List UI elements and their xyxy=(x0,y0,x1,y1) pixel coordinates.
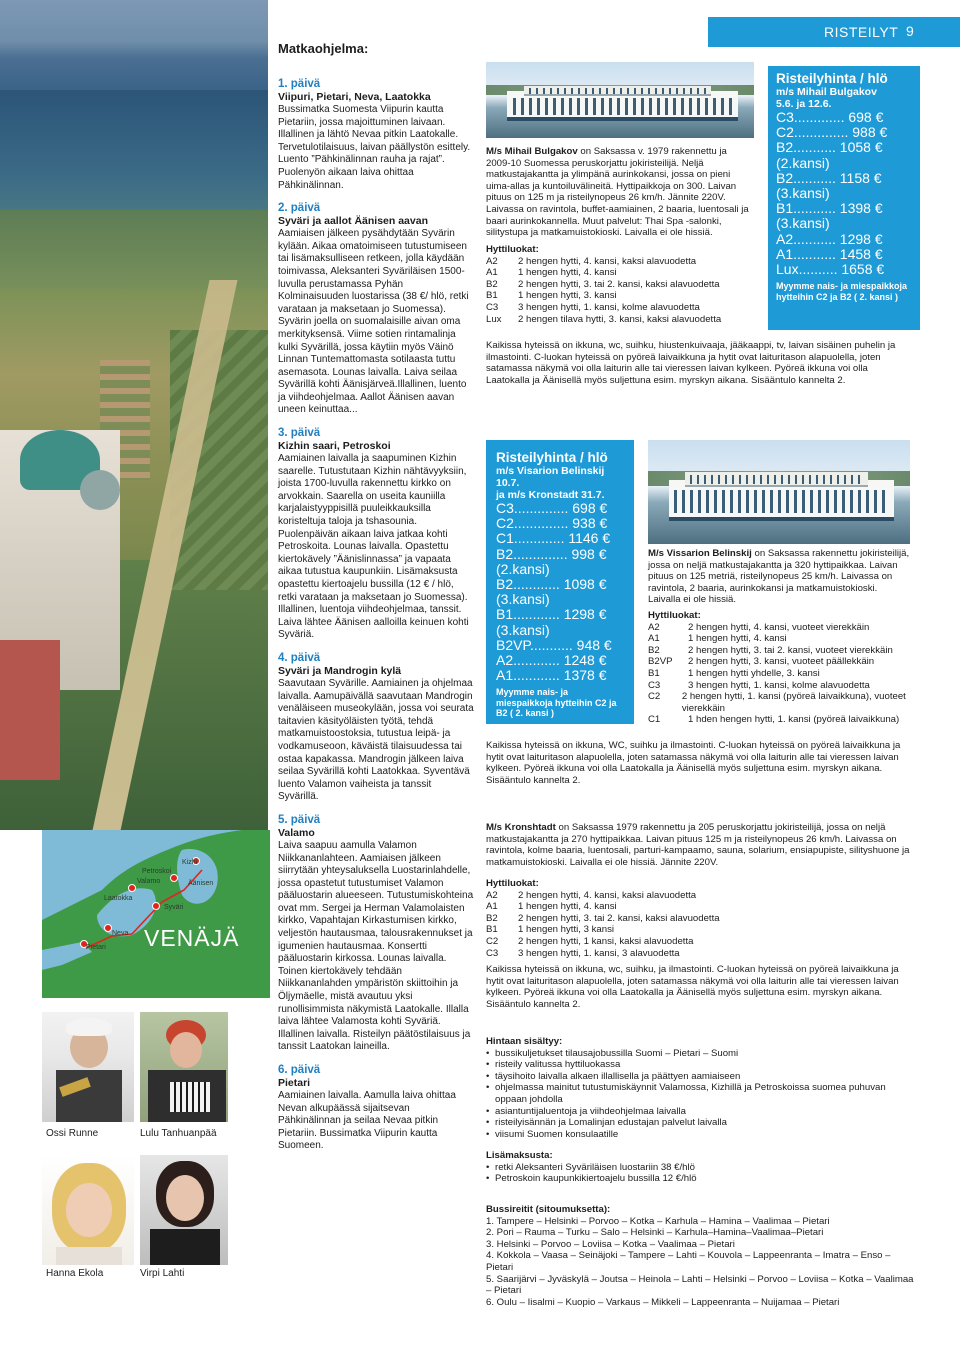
cabin-row xyxy=(486,256,754,268)
map-label-aanisen: Äänisen xyxy=(188,880,214,887)
cabin-code: C3 xyxy=(486,947,499,959)
bus-route: 4. Kokkola – Vaasa – Seinäjoki – Tampere – Lahti – Kouvola – Lappeenranta – Imatra – Enso – Pietari xyxy=(486,1250,891,1273)
bus-route: 2. Pori – Rauma – Turku – Salo – Helsinki – Karhula–Hamina–Vaalimaa–Pietari xyxy=(486,1227,824,1239)
day-4-subtitle: Syväri ja Mandrogin kylä xyxy=(278,664,402,677)
cabin-code: B2 xyxy=(486,278,498,290)
map-pin-syvari xyxy=(152,902,160,910)
price2-title: Risteilyhinta / hlö xyxy=(496,450,608,465)
map-pin-valamo xyxy=(128,884,136,892)
cabin-desc: 2 hengen hytti, 3. kansi, vuoteet päällekkäin xyxy=(688,656,875,668)
cabin-desc: 1 hengen hytti, 4. kansi xyxy=(518,267,617,279)
map-label-neva: Neva xyxy=(112,930,129,937)
cabin-desc: 2 hengen hytti, 1. kansi (pyöreä laivaikkuna), vuoteet vierekkäin xyxy=(681,691,906,714)
bus-route: 1. Tampere – Helsinki – Porvoo – Kotka – Karhula – Hamina – Vaalimaa – Pietari xyxy=(486,1215,830,1227)
cabin-row xyxy=(486,936,914,948)
portrait-lulu-tanhuanpaa xyxy=(140,1012,228,1122)
ship1-name: M/s Mihail Bulgakov xyxy=(486,146,578,157)
cabin-code: A2 xyxy=(486,889,498,901)
cabin-code: B1 xyxy=(648,667,660,679)
map-label-valamo: Valamo xyxy=(137,878,161,885)
included-item: • asiantuntijaluentoja ja viihdeohjelmaa laivalla xyxy=(486,1106,914,1118)
day-6-text: Aamiainen laivalla. Aamulla laiva ohittaa Nevan alkupäässä sijaitsevan Pähkinälinnan ja seilaa Nevaa pitkin Pietariin. Bussimatka Viipurin kautta Suomeen. xyxy=(278,1090,456,1152)
cabin-row xyxy=(486,890,914,902)
ship2-name: M/s Vissarion Belinskij xyxy=(648,548,752,559)
included-item: • viisumi Suomen konsulaatille xyxy=(486,1129,914,1141)
day-3-text: Aamiainen laivalla ja saapuminen Kizhin saarelle. Tutustutaan Kizhin nähtävyyksiin, joista 1700-luvulla rakennettu kirkko on arvokkain. Saarella on useita kauniilla karjalaistyyppisillä puuleikkauksilla koristeltuja taloja ja tshasounia. Puolenpäivän aikaan laiva jatkaa kohti Petroskoita. Lounas laivalla. Opastettu kiertokävely ”Äänislinnassa” ja vapaata aikaa tutustua kaupunkiin. Lisämaksusta opastettu kiertoajelu bussilla (12 € / hlö, retki varataan ja maksetaan jo Suomessa). Illallinen, luentoja viihdeohjelmaa, tanssit. Laiva lähtee Äänisen aalloilla keinuen kohti Syväriä. xyxy=(278,453,469,641)
day-3-subtitle: Kizhin saari, Petroskoi xyxy=(278,440,391,453)
cabin-code: C3 xyxy=(486,301,499,313)
bus-route: 6. Oulu – Iisalmi – Kuopio – Varkaus – Mikkeli – Lappeenranta – Nuijamaa – Pietari xyxy=(486,1296,840,1308)
price-row: B2VP........... 948 € xyxy=(496,636,612,653)
cabin-code: C2 xyxy=(648,691,661,703)
day-2-text: Aamiaisen jälkeen pysähdytään Syvärin kylään. Aikaa omatoimiseen tutustumiseen tai lisämaksulliseen retkeen, jolla käydään toimivassa, Aleksanteri Syväriläisen 1500-luvulla perustamassa Pyhän Kolminaisuuden luostarissa (38 €/ hlö, retki varataan ja maksetaan jo Suomessa). Syvärin joella on suomalaisille aivan oma merkityksensä. Viime sotien rintamalinja kulki Syvärillä, jossa käytiin myös Väinö Linnan Tuntemattomasta sotilaasta tuttu asemasota. Lounas laivalla. Laiva seilaa Syvärillä kohti Äänisjärveä.Illallinen, luento ja viihdeohjelmaa. Aallot Äänisen aavan uneen keinuttaa... xyxy=(278,228,469,416)
cabin-code: B1 xyxy=(486,924,498,936)
price-row: C3.............. 698 € xyxy=(496,500,608,516)
day-4-heading: 4. päivä xyxy=(278,651,321,664)
ship2-description xyxy=(648,548,910,606)
extra-item: • Petroskoin kaupunkikiertoajelu bussilla 12 €/hlö xyxy=(486,1173,914,1185)
portrait-hanna-ekola xyxy=(42,1155,134,1265)
page-number: 9 xyxy=(906,23,914,39)
price-row: B1........... 1398 € xyxy=(776,200,883,217)
section-title: RISTEILYT xyxy=(824,24,899,40)
day-5-heading: 5. päivä xyxy=(278,813,321,826)
cabin-desc: 2 hengen hytti, 1 kansi, kaksi alavuodetta xyxy=(518,935,694,947)
price1-ship: m/s Mihail Bulgakov xyxy=(776,86,877,98)
caption-hanna-ekola: Hanna Ekola xyxy=(46,1268,104,1279)
cabin-row xyxy=(648,668,910,680)
ship3-desc-text: on Saksassa 1979 rakennettu ja 205 peruskorjattu jokiristeilijä, jossa on neljä matkustajakantta ja 270 hyttipaikkaa. Laivan pituus 125 m ja risteilynopeus 26 km/h. Laivassa on ravintola, kolme baaria, luentosali, parturi-kampaamo, sauna, solarium, ensiapupiste, silityshuone ja matkamuistokioski. Laivalla ei ole hissiä. Jännite 220V. xyxy=(486,822,910,868)
price-row: (2.kansi) xyxy=(776,154,830,171)
ship-photo-mihail-bulgakov xyxy=(486,62,754,138)
cabin-desc: 2 hengen hytti, 4. kansi, vuoteet vierekkäin xyxy=(688,621,870,633)
ship2-footer: Kaikissa hyteissä on ikkuna, WC, suihku ja ilmastointi. C-luokan hyteissä on pyöreä laivaikkuna ja hytit ovat laituritason alapuolella, joten satamassa näkymä voi olla laiturin alle tai vieressen laivan kylkeen. Pyöreä ikkuna voi olla Laatokalla ja Äänisellä myös suljettuna esim. myrskyn aikana. Sisääntulo kannelta 2. xyxy=(486,740,901,786)
day-2-heading: 2. päivä xyxy=(278,202,321,215)
price-row: (2.kansi) xyxy=(496,560,550,577)
cabin-code: C2 xyxy=(486,935,499,947)
ship2-cabins-title: Hyttiluokat: xyxy=(648,610,701,621)
price1-title: Risteilyhinta / hlö xyxy=(776,71,888,86)
price-row: C1............. 1146 € xyxy=(496,530,611,547)
price2-ship: m/s Visarion Belinskij 10.7. xyxy=(496,465,605,489)
cabin-code: B1 xyxy=(486,290,498,302)
map-label-syvari: Syväri xyxy=(164,904,184,911)
cabin-row xyxy=(486,267,754,279)
ship2-cabins xyxy=(648,610,910,726)
price-row: Lux.......... 1658 € xyxy=(776,261,885,278)
map-label-petroskoi: Petroskoi xyxy=(142,868,172,875)
cabin-row xyxy=(486,901,914,913)
map-pin-neva xyxy=(104,924,112,932)
price2-dates: ja m/s Kronstadt 31.7. xyxy=(496,489,605,501)
cabin-code: B2 xyxy=(486,912,498,924)
cabin-code: A1 xyxy=(486,901,498,913)
included-section xyxy=(486,1036,914,1140)
cabin-desc: 2 hengen tilava hytti, 3. kansi, kaksi alavuodetta xyxy=(518,313,722,325)
cabin-desc: 2 hengen hytti, 3. tai 2. kansi, kaksi alavuodetta xyxy=(518,912,720,924)
day-1-heading: 1. päivä xyxy=(278,78,321,90)
aerial-monastery-photo xyxy=(0,0,268,830)
ship-photo-vissarion-belinskij xyxy=(648,440,910,544)
cabin-code: Lux xyxy=(486,313,502,325)
itinerary-title: Matkaohjelma: xyxy=(278,41,369,56)
cabin-desc: 1 hengen hytti yhdelle, 3. kansi xyxy=(688,667,820,679)
price-row: A1............ 1378 € xyxy=(496,667,607,684)
ship2-desc-text: on Saksassa rakennettu jokiristeilijä, jossa on neljä matkustajakantta ja 320 hyttipaikkaa. Laivan pituus on 125 metriä, risteilynopeus 25 km/h. Laivassa on ravintola, 2 baaria, aurinkokansi ja matkamuistokioski. Laivalla ei ole hissiä. xyxy=(648,548,910,606)
cabin-desc: 3 hengen hytti, 1. kansi, kolme alavuodetta xyxy=(688,679,870,691)
ship3-cabins xyxy=(486,878,914,959)
price-row: (3.kansi) xyxy=(776,185,830,202)
bus-routes-title: Bussireitit (sitoumuksetta): xyxy=(486,1204,611,1215)
price1-dates: 5.6. ja 12.6. xyxy=(776,98,832,110)
map-land xyxy=(42,830,270,998)
price-row: B2........... 1058 € xyxy=(776,139,883,156)
cabin-code: B2VP xyxy=(648,656,673,668)
cabin-desc: 2 hengen hytti, 4. kansi, kaksi alavuodetta xyxy=(518,889,697,901)
map-label-kizhi: Kizhi xyxy=(182,859,198,866)
cabin-desc: 1 hden hengen hytti, 1. kansi (pyöreä laivaikkuna) xyxy=(688,714,900,726)
included-title: Hintaan sisältyy: xyxy=(486,1036,563,1047)
map-label-pietari: Pietari xyxy=(86,944,106,951)
cabin-row xyxy=(648,656,910,668)
route-map xyxy=(42,830,270,998)
ship1-description xyxy=(486,146,754,239)
day-1-text: Bussimatka Suomesta Viipurin kautta Pietariin, jossa majoittuminen laivaan. Illallinen ja lähtö Nevaa pitkin Laatokalle. Tervetulotilaisuus, laivan päällystön esittely. Luento ”Pähkinälinnan rauha ja rajat”. Puolenyön aikaan laiva ohittaa Pähkinälinnan. xyxy=(278,104,471,191)
price-row: B1............ 1298 € xyxy=(496,606,607,623)
map-country-label: VENÄJÄ xyxy=(144,925,240,951)
cabin-row xyxy=(648,714,910,726)
price-row: C3............. 698 € xyxy=(776,109,884,125)
cabin-row xyxy=(648,622,910,634)
cabin-code: A1 xyxy=(486,267,498,279)
included-item: • bussikuljetukset tilausajobussilla Suomi – Pietari – Suomi xyxy=(486,1048,914,1060)
price-box-mihail-bulgakov xyxy=(768,66,920,330)
bus-route: 5. Saarijärvi – Jyväskylä – Joutsa – Heinola – Lahti – Helsinki – Porvoo – Loviisa – Kotka – Vaalimaa – Pietari xyxy=(486,1273,914,1297)
price-row: (3.kansi) xyxy=(776,215,830,232)
ship3-description xyxy=(486,822,914,868)
cabin-desc: 2 hengen hytti, 3. tai 2. kansi, kaksi alavuodetta xyxy=(518,278,720,290)
map-label-laatokka: Laatokka xyxy=(104,895,133,902)
cabin-row xyxy=(486,924,914,936)
cabin-row xyxy=(648,645,910,657)
included-item: • risteilyisännän ja Lomalinjan edustajan palvelut laivalla xyxy=(486,1117,914,1129)
price-row: B2............ 1098 € xyxy=(496,576,607,593)
cabin-desc: 1 hengen hytti, 4. kansi xyxy=(688,633,787,645)
day-6-heading: 6. päivä xyxy=(278,1064,321,1076)
included-item: • risteily valitussa hyttiluokassa xyxy=(486,1059,914,1071)
day-2-subtitle: Syväri ja aallot Äänisen aavan xyxy=(278,215,428,228)
ship1-footer: Kaikissa hyteissä on ikkuna, wc, suihku, hiustenkuivaaja, jääkaappi, tv, laivan sisäinen puhelin ja ilmastointi. C-luokan hyteissä on pyöreä laivaikkuna ja hytit ovat laituritason alapuolella, joten satamassa näkymä voi olla laiturin alle tai vieressen laivan kylkeen. Pyöreä ikkuna voi olla Laatokalla ja Äänisellä myös suljettuna esim. myrskyn aikana. Sisääntulo kannelta 2. xyxy=(486,340,896,386)
cabin-desc: 3 hengen hytti, 1. kansi, 3 alavuodetta xyxy=(518,947,680,959)
ship1-cabins-title: Hyttiluokat: xyxy=(486,244,539,255)
price-row: C2.............. 988 € xyxy=(776,124,888,141)
bus-route: 3. Helsinki – Porvoo – Loviisa – Kotka – Vaalimaa – Pietari xyxy=(486,1238,735,1250)
day-5-subtitle: Valamo xyxy=(278,826,315,839)
price-row: (3.kansi) xyxy=(496,591,550,608)
price-row: A2............ 1248 € xyxy=(496,652,607,669)
cabin-row xyxy=(486,279,754,291)
cabin-row xyxy=(486,913,914,925)
cabin-code: B2 xyxy=(648,644,660,656)
extra-cost-section xyxy=(486,1150,914,1185)
price-row: C2.............. 938 € xyxy=(496,515,608,532)
cabin-desc: 1 hengen hytti, 3. kansi xyxy=(518,290,617,302)
cabin-code: A2 xyxy=(648,621,660,633)
ship1-desc-text: on Saksassa v. 1979 rakennettu ja 2009-10 Suomessa peruskorjattu jokiristeilijä. Neljä matkustajakantta ja ylimpänä aurinkokansi, jossa on pieni uima-allas ja kuntoiluvälineitä. Hyttipaikkoja on 300. Laivan pituus on 125 m ja risteilynopeus 26 km/h. Jännite 220V. Laivassa on ravintola, buffet-aamiainen, 2 baaria, luentosali ja baari aurinkokannella. Muut palvelut: Thai Spa -salonki, silitystupa ja matkamuistokioski. Laivalla ei ole hissiä. xyxy=(486,146,749,239)
ship1-cabins xyxy=(486,244,754,325)
day-6-subtitle: Pietari xyxy=(278,1077,311,1089)
price-row: (3.kansi) xyxy=(496,621,550,638)
cabin-desc: 1 hengen hytti, 3 kansi xyxy=(518,924,615,936)
cabin-code: C1 xyxy=(648,714,661,726)
price-row: A1........... 1458 € xyxy=(776,245,883,262)
cabin-code: C3 xyxy=(648,679,661,691)
ship3-cabins-title: Hyttiluokat: xyxy=(486,878,539,889)
price-row: B2........... 1158 € xyxy=(776,169,882,186)
cabin-row xyxy=(648,680,910,692)
included-item: • ohjelmassa mainitut tutustumiskäynnit Valamossa, Kizhillä ja Petroskoissa suomea puhuvan oppaan johdolla xyxy=(486,1082,914,1105)
portrait-virpi-lahti xyxy=(140,1155,228,1265)
ship3-footer: Kaikissa hyteissä on ikkuna, wc, suihku, ja ilmastointi. C-luokan hyteissä on pyöreä laivaikkuna ja hytit ovat laituritason alapuolella, joten satamassa näkymä voi olla laiturin alle tai vieressen laivan kylkeen. Pyöreä ikkuna voi olla Laatokalla ja Äänisellä myös suljettuna esim. myrskyn aikana. Sisääntulo kannelta 2. xyxy=(486,964,899,1010)
cabin-desc: 3 hengen hytti, 1. kansi, kolme alavuodetta xyxy=(518,301,700,313)
included-item: • täysihoito laivalla alkaen illallisella ja päättyen aamiaiseen xyxy=(486,1071,914,1083)
price-row: B2.............. 998 € xyxy=(496,545,607,562)
cabin-code: A1 xyxy=(648,633,660,645)
day-1-subtitle: Viipuri, Pietari, Neva, Laatokka xyxy=(278,91,431,103)
caption-lulu-tanhuanpaa: Lulu Tanhuanpää xyxy=(140,1128,217,1139)
cabin-desc: 1 hengen hytti, 4. kansi xyxy=(518,901,617,913)
day-3-heading: 3. päivä xyxy=(278,427,321,440)
day-4-text: Saavutaan Syvärille. Aamiainen ja ohjelmaa laivalla. Aamupäivällä saavutaan Mandrogin venäläiseen museokylään, jossa voi seurata taitavien käsityöläisten työtä, tehdä matkamuistoostoksia, tutustua leipä- ja vodkamuseoon, käväistä tilaisuudessa tai ostaa kapakassa. Mandrogin jälkeen laiva seilaa Syvärillä kohti Laatokkaa. Syventävä luento Valamon vaiheista ja tanssit Syvärillä. xyxy=(278,677,474,803)
cabin-desc: 2 hengen hytti, 4. kansi, kaksi alavuodetta xyxy=(518,255,697,267)
caption-ossi-runne: Ossi Runne xyxy=(46,1128,99,1139)
bus-routes-section xyxy=(486,1204,914,1308)
cabin-row xyxy=(486,948,914,960)
cabin-row xyxy=(486,314,754,326)
itinerary-column xyxy=(278,42,474,1153)
extra-title: Lisämaksusta: xyxy=(486,1150,553,1161)
cabin-desc: 2 hengen hytti, 3. tai 2. kansi, vuoteet vierekkäin xyxy=(688,644,893,656)
cabin-code: A2 xyxy=(486,255,498,267)
caption-virpi-lahti: Virpi Lahti xyxy=(140,1268,185,1279)
cabin-row xyxy=(486,290,754,302)
extra-item: • retki Aleksanteri Syväriläisen luostariin 38 €/hlö xyxy=(486,1162,914,1174)
price2-footer: Myymme nais- ja miespaikkoja hytteihin C2 ja B2 ( 2. kansi ) xyxy=(496,687,617,719)
price-box-belinskij-kronstadt xyxy=(486,440,634,724)
cabin-row xyxy=(648,633,910,645)
cabin-row xyxy=(486,302,754,314)
map-pin-petroskoi xyxy=(170,874,178,882)
portrait-ossi-runne xyxy=(42,1012,134,1122)
ship3-name: M/s Kronshtadt xyxy=(486,822,556,833)
price1-footer: Myymme nais- ja miespaikkoja hytteihin C2 ja B2 ( 2. kansi ) xyxy=(776,281,908,302)
price-row: A2........... 1298 € xyxy=(776,230,883,247)
cabin-row xyxy=(648,691,910,714)
day-5-text: Laiva saapuu aamulla Valamon Niikkananlahteen. Aamiaisen jälkeen siirrytään yhteysaluksella Luostarinlahdelle, jossa opastetut tutustumiset Valamon pääluostarin alueeseen. Tutustumiskohteina ovat mm. Sergei ja Herman Valamolaisten kirkko, Vapahtajan Kirkastumisen kirkko, veljestön hautausmaa, talousrakennukset ja igumenien hautausmaa. Konsertti pääluostarin kirkossa. Lounas laivalla. Toinen kiertokävely tehdään Niikkananlahden ympäristön skiittoihin ja Öljymäelle, mistä avautuu yksi runollisimmista näkymistä Laatokalle. Illalla laiva lähtee Valamosta kohti Syväriä. Illallinen laivalla. Risteilyn päätöstilaisuus ja tanssit Laatokan laineilla. xyxy=(278,839,474,1053)
section-header xyxy=(708,17,960,47)
